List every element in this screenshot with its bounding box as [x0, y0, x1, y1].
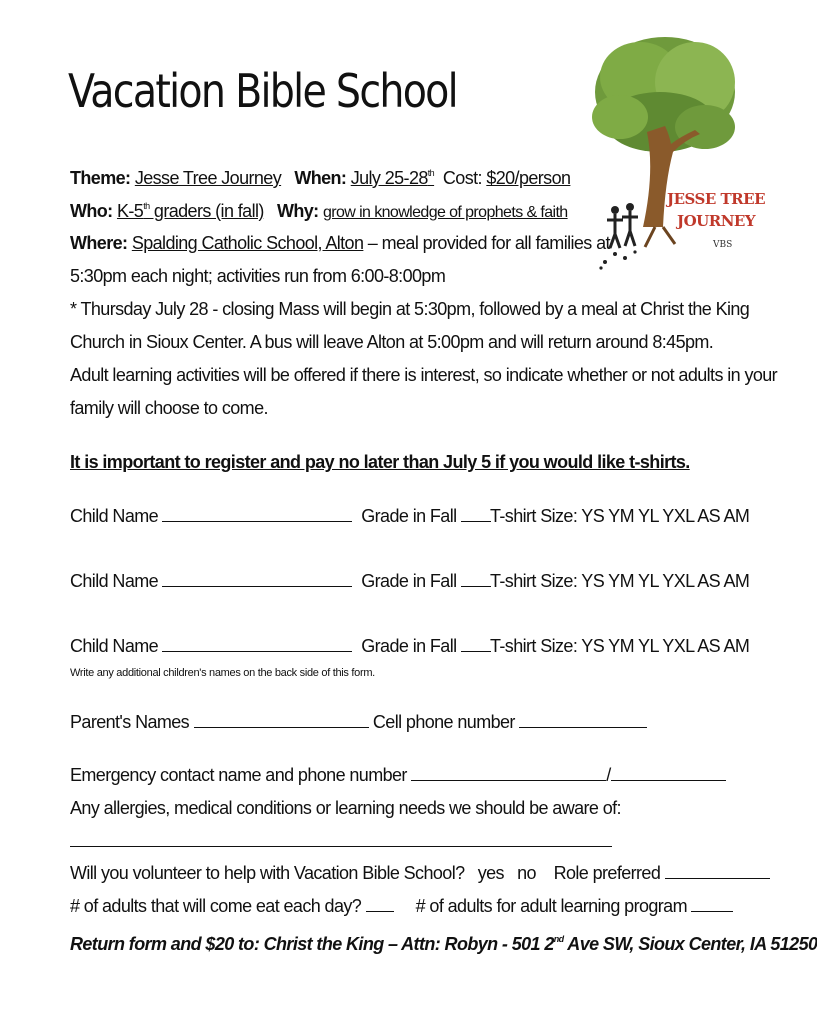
important-notice: It is important to register and pay no later than July 5 if you would like t-shirts.	[70, 452, 690, 472]
adults-eat-label: # of adults that will come eat each day?	[70, 896, 362, 916]
adults-eat-field[interactable]	[366, 897, 394, 912]
cost-value: $20/person	[486, 168, 571, 188]
grade-label: Grade in Fall	[361, 571, 457, 591]
child-row-3	[70, 636, 491, 657]
role-field[interactable]	[665, 864, 770, 879]
child-name-field[interactable]	[162, 637, 352, 652]
theme-label: Theme:	[70, 168, 131, 188]
where-rest: – meal provided for all families at	[363, 233, 610, 253]
adults-row	[70, 896, 733, 917]
info-line-4: 5:30pm each night; activities run from 6:00-8:00pm	[70, 266, 446, 286]
emergency-name-field[interactable]	[411, 766, 606, 781]
child-name-field[interactable]	[162, 572, 352, 587]
who-value: K-5th graders (in fall)	[116, 201, 264, 221]
grade-label: Grade in Fall	[361, 506, 457, 526]
tshirt-size-3[interactable]: T-shirt Size: YS YM YL YXL AS AM	[490, 636, 750, 656]
when-value: July 25-28th	[350, 168, 435, 188]
grade-field[interactable]	[461, 507, 491, 522]
volunteer-row	[70, 863, 770, 884]
parents-row	[70, 712, 647, 733]
child-name-label: Child Name	[70, 506, 159, 526]
info-line-6: Church in Sioux Center. A bus will leave Alton at 5:00pm and will return around 8:45pm.	[70, 332, 714, 352]
cost-label: Cost:	[442, 168, 482, 188]
emergency-label: Emergency contact name and phone number	[70, 765, 407, 785]
child-name-field[interactable]	[162, 507, 352, 522]
theme-line	[70, 168, 570, 189]
theme-value: Jesse Tree Journey	[134, 168, 282, 188]
where-value: Spalding Catholic School, Alton	[131, 233, 364, 253]
info-line-7: Adult learning activities will be offered if there is interest, so indicate whether or not adults in your	[70, 365, 778, 385]
child-row-1	[70, 506, 491, 527]
where-line	[70, 233, 610, 254]
adults-learn-field[interactable]	[691, 897, 733, 912]
emergency-slash: /	[606, 765, 611, 785]
logo-tag: VBS	[713, 240, 733, 250]
emergency-phone-field[interactable]	[611, 766, 726, 781]
tshirt-size-2[interactable]: T-shirt Size: YS YM YL YXL AS AM	[490, 571, 750, 591]
adults-learn-label: # of adults for adult learning program	[415, 896, 687, 916]
volunteer-no[interactable]: no	[517, 863, 536, 883]
allergies-label: Any allergies, medical conditions or learning needs we should be aware of:	[70, 798, 621, 818]
parents-label: Parent's Names	[70, 712, 190, 732]
grade-field[interactable]	[461, 572, 491, 587]
where-label: Where:	[70, 233, 128, 253]
logo-line-2: JOURNEY	[677, 212, 756, 230]
info-line-5: * Thursday July 28 - closing Mass will begin at 5:30pm, followed by a meal at Christ the King	[70, 299, 750, 319]
allergies-field[interactable]	[70, 846, 612, 847]
why-label: Why:	[276, 201, 319, 221]
grade-field[interactable]	[461, 637, 491, 652]
page-title: Vacation Bible School	[68, 64, 457, 118]
parents-field[interactable]	[194, 713, 369, 728]
child-name-label: Child Name	[70, 571, 159, 591]
volunteer-label: Will you volunteer to help with Vacation Bible School?	[70, 863, 465, 883]
cell-label: Cell phone number	[372, 712, 515, 732]
volunteer-yes[interactable]: yes	[477, 863, 504, 883]
info-line-8: family will choose to come.	[70, 398, 268, 418]
when-label: When:	[294, 168, 347, 188]
why-value: grow in knowledge of prophets & faith	[322, 204, 568, 221]
logo-line-1: JESSE TREE	[667, 190, 766, 208]
return-instructions: Return form and $20 to: Christ the King – Attn: Robyn - 501 2nd Ave SW, Sioux Center, IA 51250	[70, 934, 817, 954]
child-row-2	[70, 571, 491, 592]
child-name-label: Child Name	[70, 636, 159, 656]
cell-field[interactable]	[519, 713, 647, 728]
emergency-row	[70, 765, 726, 786]
tshirt-size-1[interactable]: T-shirt Size: YS YM YL YXL AS AM	[490, 506, 750, 526]
who-label: Who:	[70, 201, 113, 221]
additional-children-note: Write any additional children's names on the back side of this form.	[70, 667, 375, 679]
grade-label: Grade in Fall	[361, 636, 457, 656]
role-label: Role preferred	[553, 863, 661, 883]
who-line	[70, 201, 568, 222]
